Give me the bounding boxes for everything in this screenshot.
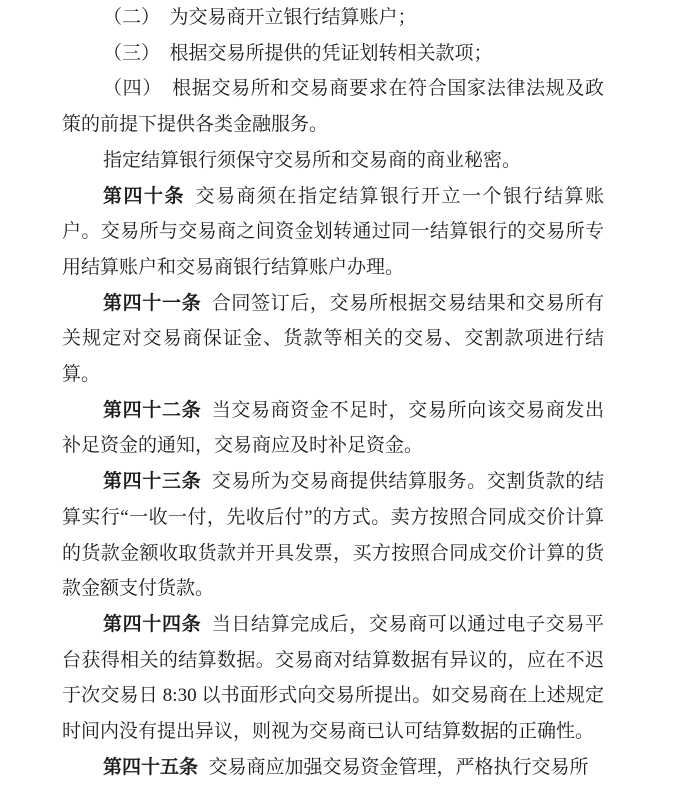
paragraph bbox=[62, 143, 604, 179]
article-paragraph bbox=[62, 750, 604, 785]
article-paragraph bbox=[62, 179, 604, 286]
list-item-paragraph bbox=[62, 71, 604, 142]
article-paragraph bbox=[62, 464, 604, 607]
paragraph-text: 合同签订后，交易所根据交易结果和交易所有关规定对交易商保证金、货款等相关的交易、交割款项进行结算。 bbox=[62, 292, 604, 386]
paragraph-text: 当日结算完成后，交易商可以通过电子交易平台获得相关的结算数据。交易商对结算数据有异议的，应在不迟于次交易日 8:30 以书面形式向交易所提出。如交易商在上述规定时间内没有提出异议，则视为交易商已认可结算数据的正确性。 bbox=[62, 613, 604, 743]
list-item-paragraph bbox=[62, 36, 604, 72]
article-number: 第四十四条 bbox=[103, 613, 202, 635]
article-paragraph bbox=[62, 607, 604, 750]
paragraph-text: （三） 根据交易所提供的凭证划转相关款项； bbox=[103, 42, 493, 64]
paragraph-text: （二） 为交易商开立银行结算账户； bbox=[103, 7, 417, 28]
paragraph-text: 交易商须在指定结算银行开立一个银行结算账户。交易所与交易商之间资金划转通过同一结算银行的交易所专用结算账户和交易商银行结算账户办理。 bbox=[62, 185, 604, 278]
article-number: 第四十三条 bbox=[103, 471, 202, 493]
article-paragraph bbox=[62, 286, 604, 393]
paragraph-text: 指定结算银行须保守交易所和交易商的商业秘密。 bbox=[103, 149, 522, 171]
article-number: 第四十二条 bbox=[103, 399, 202, 421]
paragraph-text: 交易商应加强交易资金管理，严格执行交易所 bbox=[208, 756, 589, 778]
list-item-paragraph bbox=[62, 0, 604, 36]
document-body bbox=[62, 0, 604, 785]
paragraph-text: 当交易商资金不足时，交易所向该交易商发出补足资金的通知，交易商应及时补足资金。 bbox=[62, 399, 604, 457]
article-number: 第四十五条 bbox=[103, 756, 199, 778]
article-paragraph bbox=[62, 393, 604, 464]
article-number: 第四十一条 bbox=[103, 292, 202, 314]
paragraph-text: 交易所为交易商提供结算服务。交割货款的结算实行“一收一付，先收后付”的方式。卖方按照合同成交价计算的货款金额收取货款并开具发票，买方按照合同成交价计算的货款金额支付货款。 bbox=[62, 471, 604, 600]
paragraph-text: （四） 根据交易所和交易商要求在符合国家法律法规及政策的前提下提供各类金融服务。 bbox=[62, 78, 604, 136]
article-number: 第四十条 bbox=[103, 185, 186, 207]
